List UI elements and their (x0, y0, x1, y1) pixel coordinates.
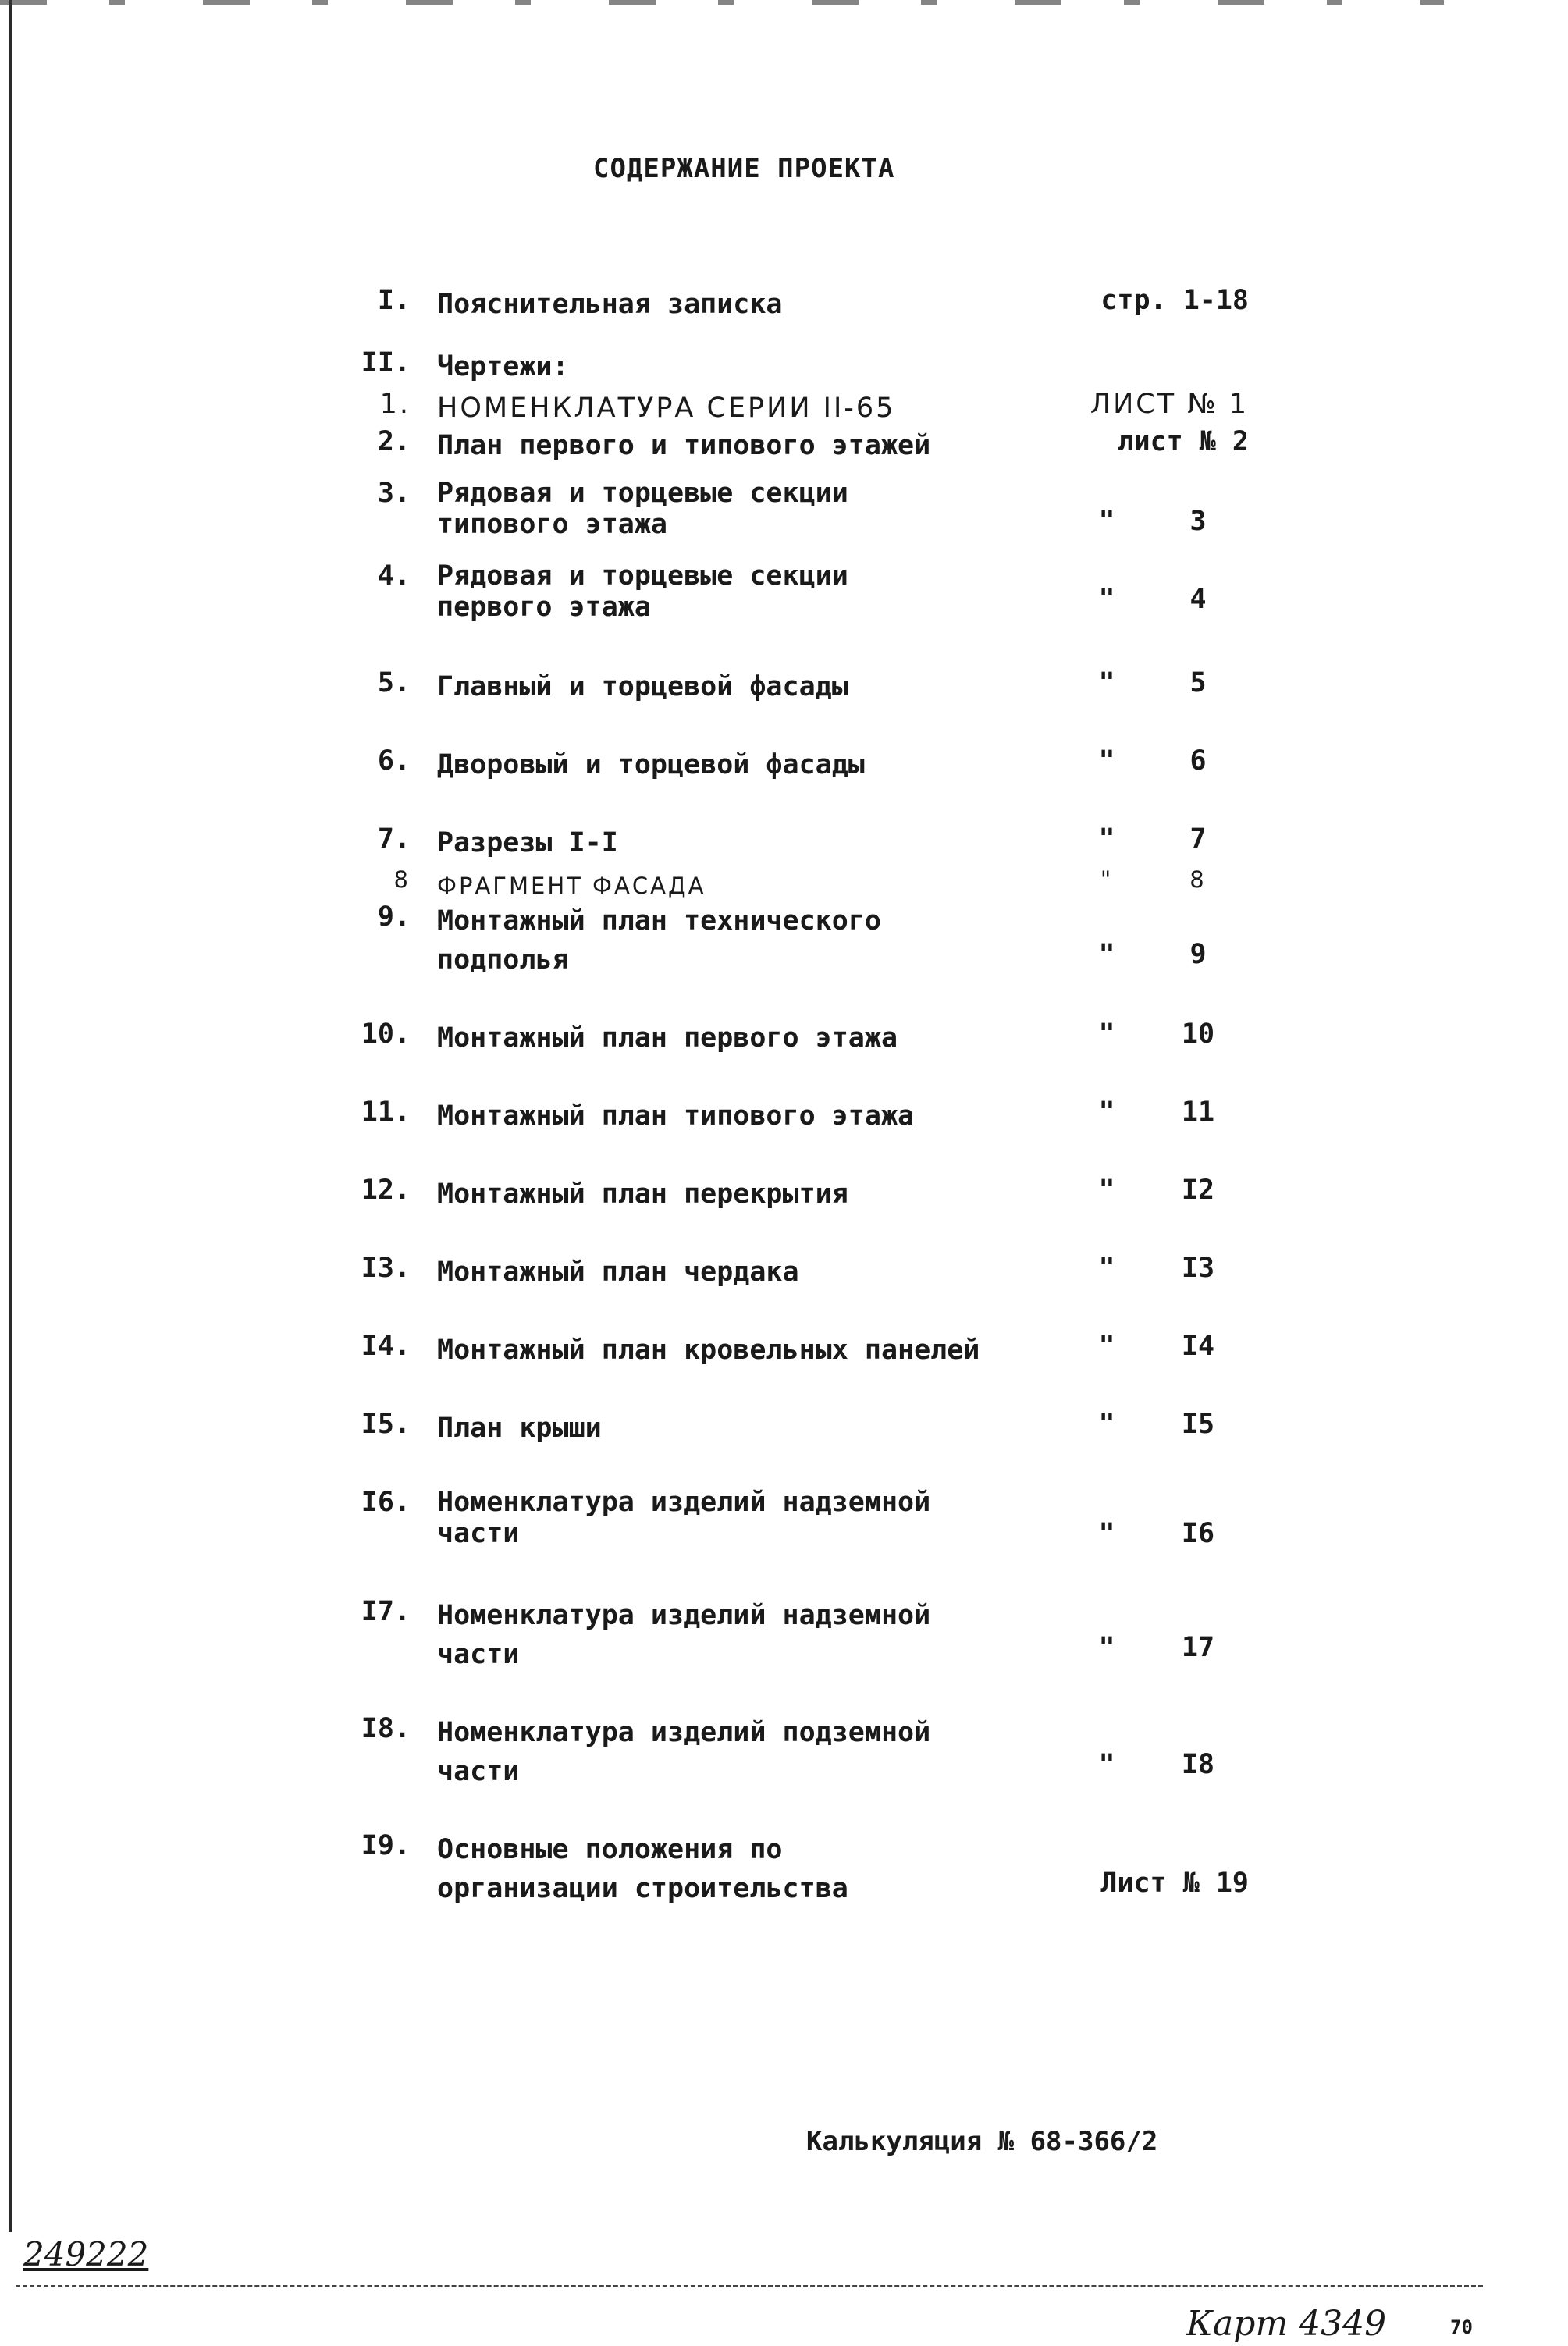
item-number: I4. (361, 1331, 411, 1362)
item-number: 5. (377, 667, 411, 698)
item-sheet-number: I8 (1181, 1749, 1215, 1780)
item-number: I8. (361, 1713, 411, 1744)
ditto-mark: " (1098, 506, 1115, 537)
left-margin-rule (9, 0, 12, 2232)
item-number: 4. (377, 560, 411, 592)
calculation-number: Калькуляция № 68-366/2 (806, 2126, 1158, 2157)
item-text: Номенклатура изделий подземной части (437, 1717, 931, 1787)
item-sheet-number: 4 (1189, 584, 1207, 615)
item-text: Монтажный план технического подполья (437, 905, 881, 976)
item-page-ref: лист № 2 (1117, 426, 1249, 457)
item-text: Дворовый и торцевой фасады (437, 749, 865, 780)
item-number: 3. (377, 478, 411, 509)
item-text: Монтажный план типового этажа (437, 1100, 915, 1132)
item-text: План крыши (437, 1413, 602, 1444)
page-title: СОДЕРЖАНИЕ ПРОЕКТА (593, 153, 895, 184)
card-note: Карт 4349 (1186, 2304, 1387, 2344)
ditto-mark: " (1098, 939, 1115, 970)
item-number: I7. (361, 1596, 411, 1627)
item-text: Номенклатура изделий надземной части (437, 1487, 931, 1549)
item-text: Монтажный план кровельных панелей (437, 1335, 980, 1366)
item-sheet-number: 5 (1189, 667, 1207, 698)
item-text: Пояснительная записка (437, 289, 783, 320)
item-page-ref: стр. 1-18 (1100, 285, 1249, 316)
item-text: Монтажный план перекрытия (437, 1178, 848, 1210)
item-number: 6. (377, 745, 411, 777)
item-number: II. (361, 347, 411, 379)
ditto-mark: " (1098, 667, 1115, 698)
ditto-mark: " (1098, 1749, 1115, 1780)
ditto-mark: " (1098, 1097, 1115, 1128)
item-text: НОМЕНКЛАТУРА СЕРИИ II-65 (437, 393, 896, 424)
item-number: 11. (361, 1097, 411, 1128)
item-number: 9. (377, 901, 411, 933)
item-sheet-number: 9 (1189, 939, 1207, 970)
item-number: 1. (379, 389, 411, 420)
item-text: Монтажный план чердака (437, 1257, 799, 1288)
item-sheet-number: 3 (1189, 506, 1207, 537)
item-page-ref: Лист № 19 (1100, 1868, 1249, 1899)
ditto-mark: " (1098, 584, 1115, 615)
item-number: I3. (361, 1253, 411, 1284)
item-sheet-number: I4 (1181, 1331, 1215, 1362)
item-number: I. (377, 285, 411, 316)
item-number: 2. (377, 426, 411, 457)
item-sheet-number: 8 (1189, 866, 1207, 893)
item-text: Разрезы I-I (437, 827, 618, 858)
item-number: 12. (361, 1175, 411, 1206)
item-sheet-number: 10 (1181, 1018, 1215, 1050)
bottom-dashed-rule (16, 2285, 1483, 2287)
ditto-mark: " (1098, 1175, 1115, 1206)
item-number: 7. (377, 823, 411, 855)
ditto-mark: " (1098, 1018, 1115, 1050)
corner-code: 70 (1450, 2316, 1473, 2338)
item-text: Рядовая и торцевые секции типового этажа (437, 478, 848, 540)
ditto-mark: " (1098, 1409, 1115, 1440)
item-sheet-number: I6 (1181, 1518, 1215, 1549)
item-sheet-number: 11 (1181, 1097, 1215, 1128)
item-text: Монтажный план первого этажа (437, 1022, 898, 1054)
item-number: I6. (361, 1487, 411, 1518)
item-number: I5. (361, 1409, 411, 1440)
item-sheet-number: 6 (1189, 745, 1207, 777)
item-sheet-number: 7 (1189, 823, 1207, 855)
item-text: Чертежи: (437, 351, 569, 382)
item-number: I9. (361, 1830, 411, 1861)
ditto-mark: " (1098, 1331, 1115, 1362)
ditto-mark: " (1098, 823, 1115, 855)
item-text: Номенклатура изделий надземной части (437, 1600, 931, 1670)
item-text: План первого и типового этажей (437, 430, 931, 461)
item-sheet-number: I5 (1181, 1409, 1215, 1440)
item-number: 8 (393, 866, 411, 893)
item-page-ref: ЛИСТ № 1 (1090, 389, 1249, 420)
ditto-mark: " (1098, 1253, 1115, 1284)
item-sheet-number: I3 (1181, 1253, 1215, 1284)
item-text: Рядовая и торцевые секции первого этажа (437, 560, 848, 623)
item-sheet-number: 17 (1181, 1632, 1215, 1663)
ditto-mark: " (1098, 1632, 1115, 1663)
top-edge-scan-marks (0, 0, 1444, 5)
item-text: Основные положения по организации строительства (437, 1834, 848, 1904)
item-number: 10. (361, 1018, 411, 1050)
ditto-mark: " (1098, 1518, 1115, 1549)
item-sheet-number: I2 (1181, 1175, 1215, 1206)
ditto-mark: " (1100, 866, 1114, 893)
ditto-mark: " (1098, 745, 1115, 777)
item-text: Главный и торцевой фасады (437, 671, 848, 702)
inventory-stamp-number: 249222 (23, 2235, 149, 2273)
item-text: ФРАГМЕНТ ФАСАДА (437, 873, 706, 899)
